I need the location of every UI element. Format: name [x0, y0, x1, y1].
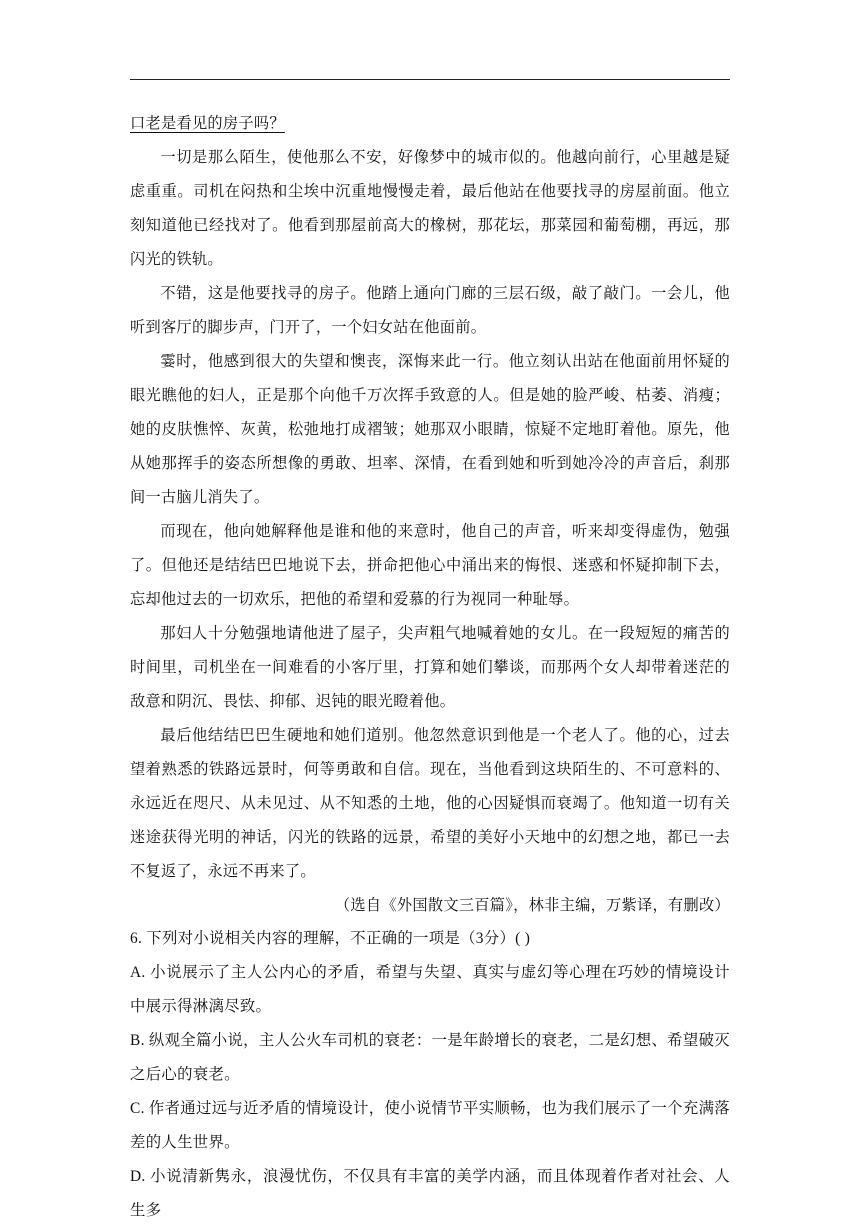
option-b: B. 纵观全篇小说，主人公火车司机的衰老：一是年龄增长的衰老，二是幻想、希望破灭之后心的衰老。: [130, 1032, 730, 1083]
source-citation: （选自《外国散文三百篇》，林非主编，万紫译，有删改）: [334, 896, 730, 914]
option-d: D. 小说清新隽永，浪漫忧伤，不仅具有丰富的美学内涵，而且体现着作者对社会、人生多: [130, 1168, 730, 1219]
story-paragraph-4: 而现在，他向她解释他是谁和他的来意时，他自己的声音，听来却变得虚伪，勉强了。但他还是结结巴巴地说下去，拼命把他心中涌出来的悔恨、迷惑和怀疑抑制下去，忘却他过去的一切欢乐，把他的希望和爱慕的行为视同一种耻辱。: [130, 522, 730, 608]
story-paragraph-3: 霎时，他感到很大的失望和懊丧，深悔来此一行。他立刻认出站在他面前用怀疑的眼光瞧他的妇人，正是那个向他千万次挥手致意的人。但是她的脸严峻、枯萎、消瘦；她的皮肤憔悴、灰黄，松弛地打成褶皱；她那双小眼睛，惊疑不定地盯着他。原先，他从她那挥手的姿态所想像的勇敢、坦率、深情，在看到她和听到她冷冷的声音后，刹那间一古脑儿消失了。: [130, 352, 730, 506]
story-paragraph-6: 最后他结结巴巴生硬地和她们道别。他忽然意识到他是一个老人了。他的心，过去望着熟悉的铁路远景时，何等勇敢和自信。现在，当他看到这块陌生的、不可意料的、永远近在咫尺、从未见过、从不知悉的土地，他的心因疑惧而衰竭了。他知道一切有关迷途获得光明的神话，闪光的铁路的远景，希望的美好小天地中的幻想之地，都已一去不复返了，永远不再来了。: [130, 726, 730, 880]
continuation-line: 口老是看见的房子吗？: [130, 114, 285, 132]
header-rule: [130, 79, 730, 80]
story-paragraph-1: 一切是那么陌生，使他那么不安，好像梦中的城市似的。他越向前行，心里越是疑虑重重。司机在闷热和尘埃中沉重地慢慢走着，最后他站在他要找寻的房屋前面。他立刻知道他已经找对了。他看到那屋前高大的橡树，那花坛，那菜园和葡萄棚，再远，那闪光的铁轨。: [130, 148, 730, 268]
option-c: C. 作者通过远与近矛盾的情境设计，使小说情节平实顺畅，也为我们展示了一个充满落差的人生世界。: [130, 1100, 730, 1151]
story-paragraph-5: 那妇人十分勉强地请他进了屋子，尖声粗气地喊着她的女儿。在一段短短的痛苦的时间里，司机坐在一间难看的小客厅里，打算和她们攀谈，而那两个女人却带着迷茫的敌意和阴沉、畏怯、抑郁、迟钝的眼光瞪着他。: [130, 624, 730, 710]
option-a: A. 小说展示了主人公内心的矛盾，希望与失望、真实与虚幻等心理在巧妙的情境设计中展示得淋漓尽致。: [130, 964, 730, 1015]
page-content: [130, 106, 730, 1228]
story-paragraph-2: 不错，这是他要找寻的房子。他踏上通向门廊的三层石级，敲了敲门。一会儿，他听到客厅的脚步声，门开了，一个妇女站在他面前。: [130, 284, 730, 336]
question-stem: 6. 下列对小说相关内容的理解，不正确的一项是（3分）( ): [130, 930, 531, 947]
